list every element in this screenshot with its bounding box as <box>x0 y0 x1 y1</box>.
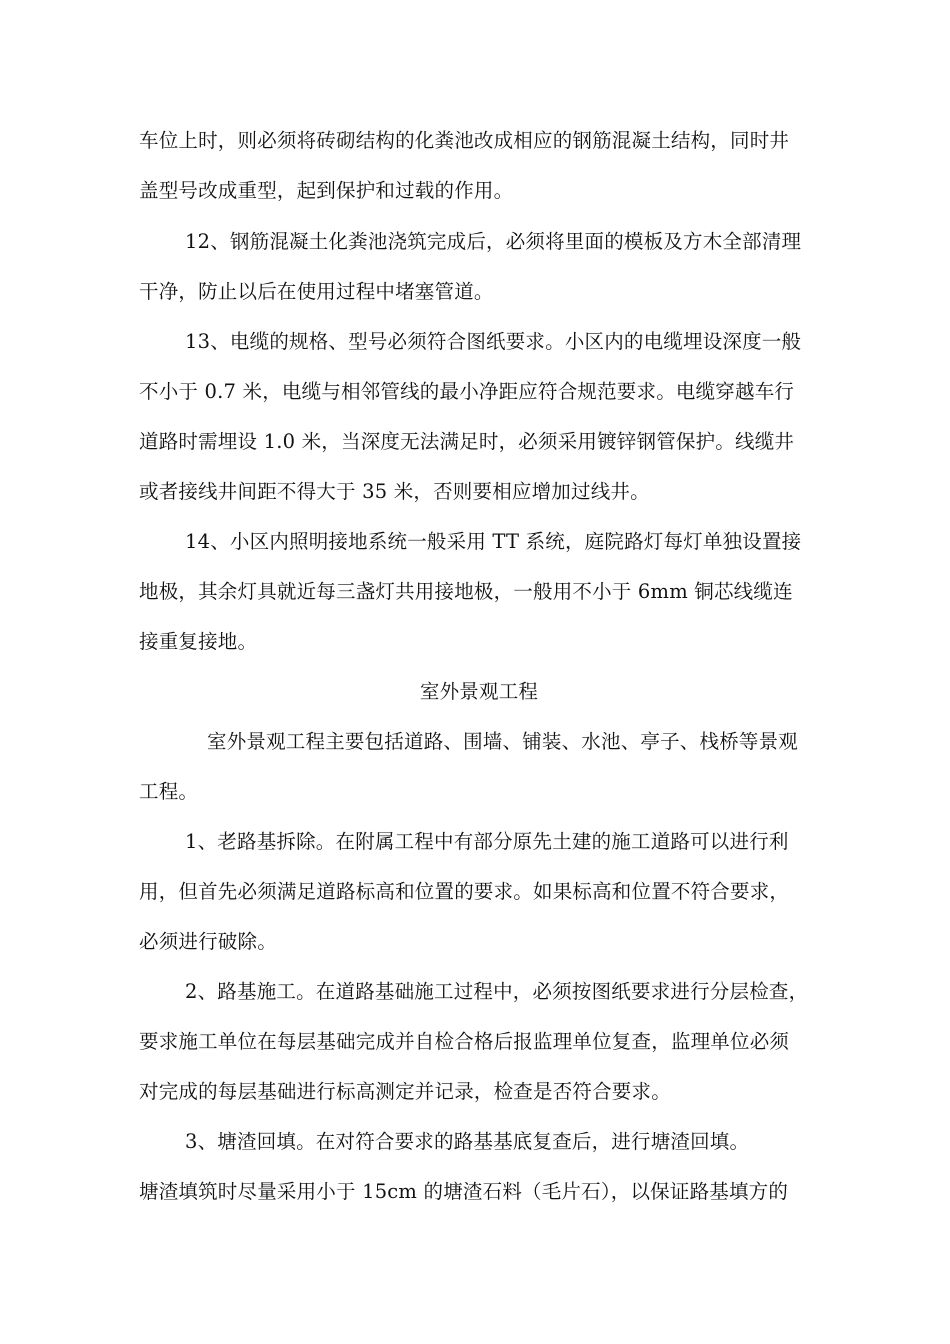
text-line: 接重复接地。 <box>139 630 258 653</box>
text-line: 塘渣填筑时尽量采用小于 15cm 的塘渣石料（毛片石），以保证路基填方的 <box>139 1180 789 1203</box>
text-line: 盖型号改成重型，起到保护和过载的作用。 <box>139 179 514 202</box>
section-intro-line: 室外景观工程主要包括道路、围墙、铺装、水池、亭子、栈桥等景观 <box>207 730 799 753</box>
paragraph-13-line: 13、电缆的规格、型号必须符合图纸要求。小区内的电缆埋设深度一般 <box>185 330 802 353</box>
paragraph-2-line: 2、路基施工。在道路基础施工过程中，必须按图纸要求进行分层检查， <box>185 980 809 1003</box>
text-line: 不小于 0.7 米，电缆与相邻管线的最小净距应符合规范要求。电缆穿越车行 <box>139 380 795 403</box>
paragraph-1-line: 1、老路基拆除。在附属工程中有部分原先土建的施工道路可以进行利 <box>185 830 789 853</box>
text-line: 或者接线井间距不得大于 35 米，否则要相应增加过线井。 <box>139 480 650 503</box>
text-line: 地极，其余灯具就近每三盏灯共用接地极，一般用不小于 6mm 铜芯线缆连 <box>139 580 793 603</box>
section-heading: 室外景观工程 <box>419 680 539 703</box>
text-line: 对完成的每层基础进行标高测定并记录，检查是否符合要求。 <box>139 1080 671 1103</box>
text-line: 必须进行破除。 <box>139 930 277 953</box>
text-line: 要求施工单位在每层基础完成并自检合格后报监理单位复查，监理单位必须 <box>139 1030 790 1053</box>
text-line: 工程。 <box>139 780 199 803</box>
text-line: 道路时需埋设 1.0 米，当深度无法满足时，必须采用镀锌钢管保护。线缆井 <box>139 430 795 453</box>
paragraph-3-line: 3、塘渣回填。在对符合要求的路基基底复查后，进行塘渣回填。 <box>185 1130 750 1153</box>
text-line: 用，但首先必须满足道路标高和位置的要求。如果标高和位置不符合要求， <box>139 880 790 903</box>
text-line: 车位上时，则必须将砖砌结构的化粪池改成相应的钢筋混凝土结构，同时井 <box>139 129 790 152</box>
text-line: 干净，防止以后在使用过程中堵塞管道。 <box>139 280 494 303</box>
paragraph-12-line: 12、钢筋混凝土化粪池浇筑完成后，必须将里面的模板及方木全部清理 <box>185 230 802 253</box>
paragraph-14-line: 14、小区内照明接地系统一般采用 TT 系统，庭院路灯每灯单独设置接 <box>185 530 802 553</box>
